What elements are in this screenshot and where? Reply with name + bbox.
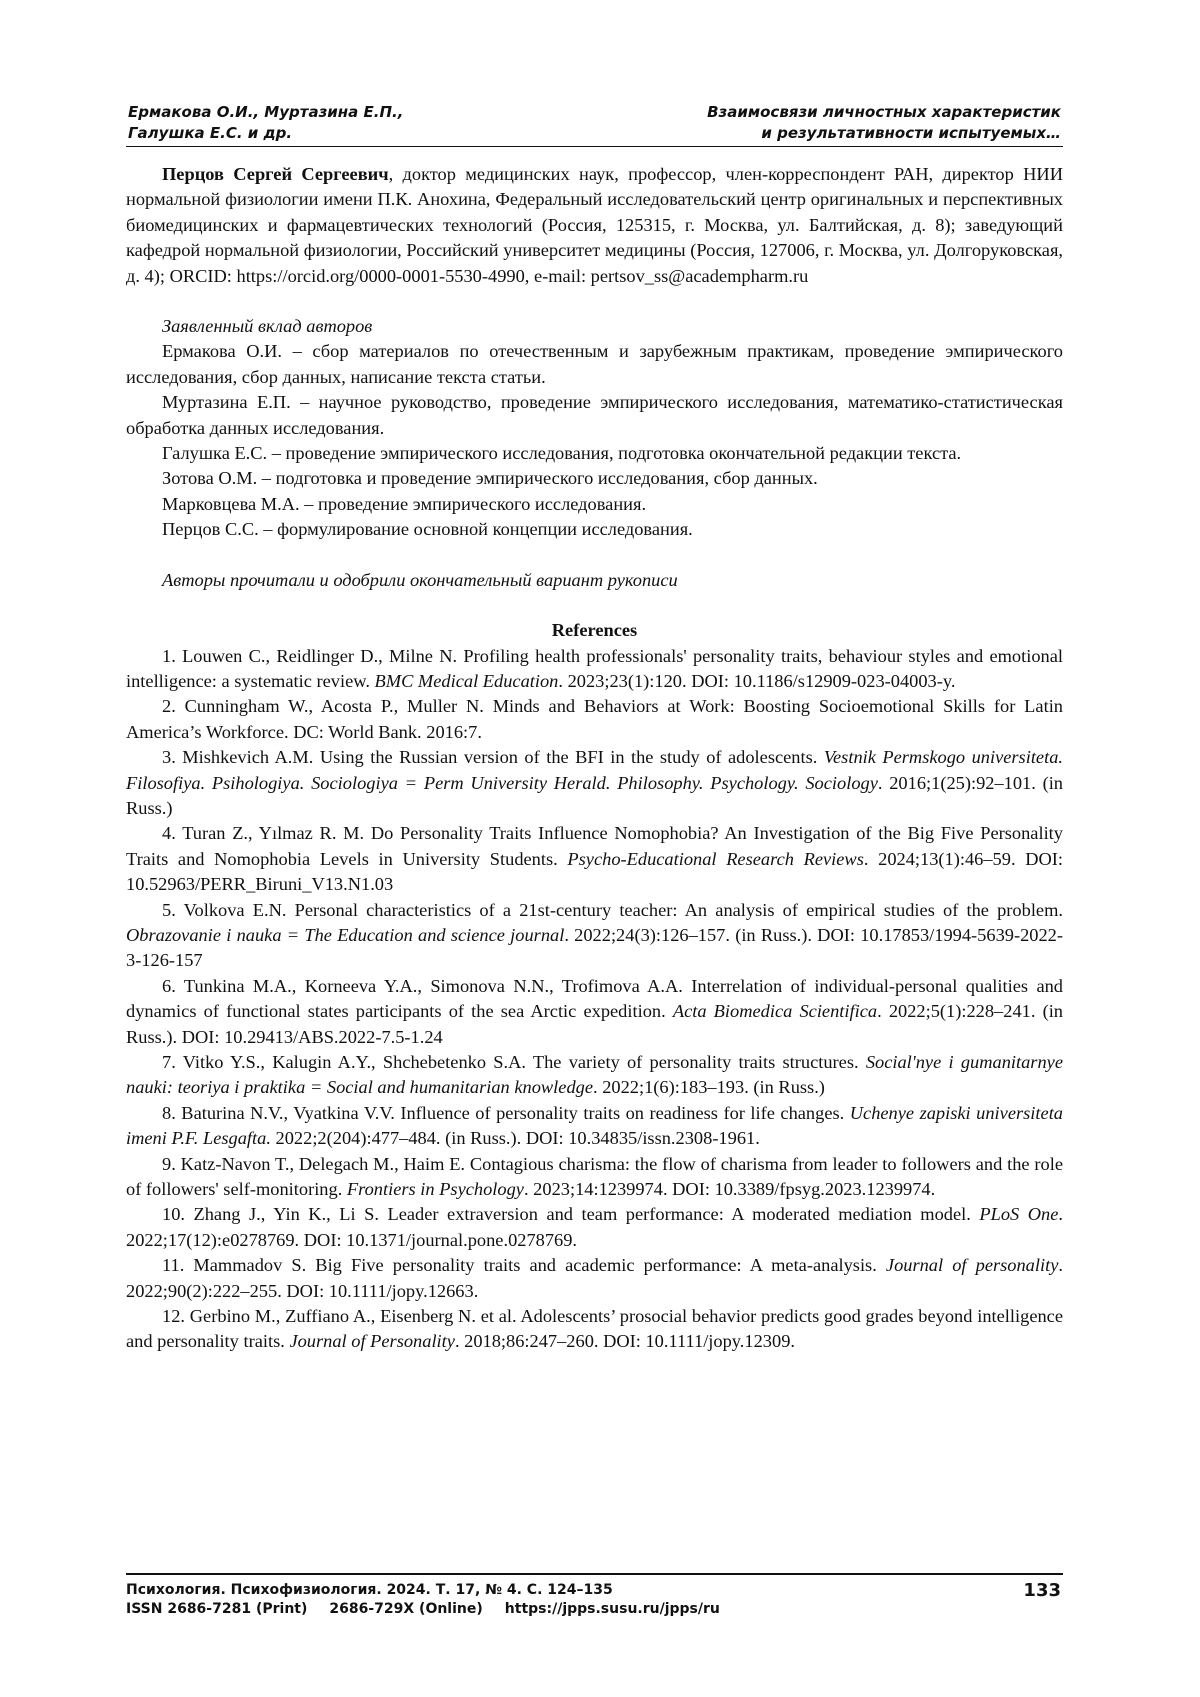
header-authors	[128, 102, 403, 144]
spacer	[126, 593, 1063, 618]
spacer	[126, 543, 1063, 568]
reference-item: 11. Mammadov S. Big Five personality traits and academic performance: A meta-analysis. Journal of personality. 2022;90(2):222–255. DOI: 10.1111/jopy.12663.	[126, 1255, 1063, 1301]
header-title-line1: Взаимосвязи личностных характеристик	[707, 103, 1061, 121]
spacer	[126, 289, 1063, 314]
reference-item: 10. Zhang J., Yin K., Li S. Leader extraversion and team performance: A moderated mediation model. PLoS One. 2022;17(12):e0278769. DOI: 10.1371/journal.pone.0278769.	[126, 1204, 1063, 1250]
reference-item: 3. Mishkevich A.M. Using the Russian version of the BFI in the study of adolescents. Vestnik Permskogo universiteta. Filosofiya. Psihologiya. Sociologiya = Perm University Herald. Philosophy. Psychology. Sociology. 2016;1(25):92–101. (in Russ.)	[126, 747, 1064, 818]
contribution-item: Муртазина Е.П. – научное руководство, проведение эмпирического исследования, математико-статистическая обработка данных исследования.	[126, 392, 1063, 438]
reference-item: 6. Tunkina M.A., Korneeva Y.A., Simonova N.N., Trofimova A.A. Interrelation of individual-personal qualities and dynamics of functional states participants of the sea Arctic expedition. Acta Biomedica Scientifica. 2022;5(1):228–241. (in Russ.). DOI: 10.29413/ABS.2022-7.5-1.24	[126, 975, 1064, 1047]
page-number: 133	[1023, 1580, 1061, 1601]
issn-online: 2686-729X (Online)	[329, 1601, 483, 1617]
running-header	[126, 100, 1063, 147]
contribution-item: Зотова О.М. – подготовка и проведение эмпирического исследования, сбор данных.	[162, 468, 818, 489]
reference-item: 12. Gerbino M., Zuffiano A., Eisenberg N. et al. Adolescents’ prosocial behavior predicts good grades beyond intelligence and personality traits. Journal of Personality. 2018;86:247–260. DOI: 10.1111/jopy.12309.	[126, 1306, 1063, 1352]
references-title: References	[551, 620, 638, 641]
contribution-item: Марковцева М.А. – проведение эмпирического исследования.	[162, 493, 647, 514]
article-body	[126, 162, 1063, 1355]
issn-print: ISSN 2686-7281 (Print)	[126, 1601, 308, 1617]
header-authors-line1: Ермакова О.И., Муртазина Е.П.,	[128, 103, 404, 121]
reference-item: 2. Cunningham W., Acosta P., Muller N. Minds and Behaviors at Work: Boosting Socioemotional Skills for Latin America’s Workforce. DC: World Bank. 2016:7.	[126, 696, 1063, 742]
author-name: Перцов Сергей Сергеевич	[162, 164, 389, 184]
journal-page	[126, 100, 1063, 1660]
reference-item: 5. Volkova E.N. Personal characteristics of a 21st-century teacher: An analysis of empirical studies of the problem. Obrazovanie i nauka = The Education and science journal. 2022;24(3):126–157. (in Russ.). DOI: 10.17853/1994-5639-2022-3-126-157	[126, 899, 1063, 971]
reference-item: 8. Baturina N.V., Vyatkina V.V. Influence of personality traits on readiness for life changes. Uchenye zapiski universiteta imeni P.F. Lesgafta. 2022;2(204):477–484. (in Russ.). DOI: 10.34835/issn.2308-1961.	[126, 1102, 1063, 1149]
reference-item: 4. Turan Z., Yılmaz R. M. Do Personality Traits Influence Nomophobia? An Investigation of the Big Five Personality Traits and Nomophobia Levels in University Students. Psycho-Educational Research Reviews. 2024;13(1):46–59. DOI: 10.52963/PERR_Biruni_V13.N1.03	[126, 823, 1064, 895]
journal-url-link[interactable]: https://jpps.susu.ru/jpps/ru	[504, 1601, 720, 1617]
reference-item: 7. Vitko Y.S., Kalugin A.Y., Shchebetenko S.A. The variety of personality traits structures. Social'nye i gumanitarnye nauki: teoriya i praktika = Social and humanitarian knowledge. 2022;1(6):183–193. (in Russ.)	[126, 1052, 1063, 1098]
footer-journal-line: Психология. Психофизиология. 2024. Т. 17, № 4. С. 124–135	[126, 1582, 613, 1598]
reference-item: 1. Louwen C., Reidlinger D., Milne N. Profiling health professionals' personality traits, behaviour styles and emotional intelligence: a systematic review. BMC Medical Education. 2023;23(1):120. DOI: 10.1186/s12909-023-04003-y.	[126, 645, 1063, 691]
author-info-paragraph	[126, 162, 1063, 289]
contributions-heading: Заявленный вклад авторов	[162, 316, 373, 337]
approval-statement: Авторы прочитали и одобрили окончательный вариант рукописи	[162, 569, 678, 590]
header-title-line2: и результативности испытуемых…	[761, 124, 1061, 142]
author-details: , доктор медицинских наук, профессор, член-корреспондент РАН, директор НИИ нормальной физиологии имени П.К. Анохина, Федеральный исследовательский центр оригинальных и перспективных биомедицинских и фармацевтических технологий (Россия, 125315, г. Москва, ул. Балтийская, д. 8); заведующий кафедрой нормальной физиологии, Российский университет медицины (Россия, 127006, г. Москва, ул. Долгоруковская, д. 4); ORCID: https://orcid.org/0000-0001-5530-4990, e-mail: pertsov_ss@academpharm.ru	[126, 164, 1063, 286]
contribution-item: Галушка Е.С. – проведение эмпирического исследования, подготовка окончательной редакции текста.	[162, 443, 962, 464]
reference-item: 9. Katz-Navon T., Delegach M., Haim E. Contagious charisma: the flow of charisma from leader to followers and the role of followers' self-monitoring. Frontiers in Psychology. 2023;14:1239974. DOI: 10.3389/fpsyg.2023.1239974.	[126, 1153, 1063, 1200]
contribution-item: Перцов С.С. – формулирование основной концепции исследования.	[162, 519, 693, 540]
contribution-item: Ермакова О.И. – сбор материалов по отечественным и зарубежным практикам, проведение эмпирического исследования, сбор данных, написание текста статьи.	[126, 341, 1063, 387]
page-footer	[126, 1573, 1063, 1619]
footer-issn-line	[126, 1600, 1063, 1619]
header-authors-line2: Галушка Е.С. и др.	[128, 124, 293, 142]
header-title	[707, 102, 1061, 144]
